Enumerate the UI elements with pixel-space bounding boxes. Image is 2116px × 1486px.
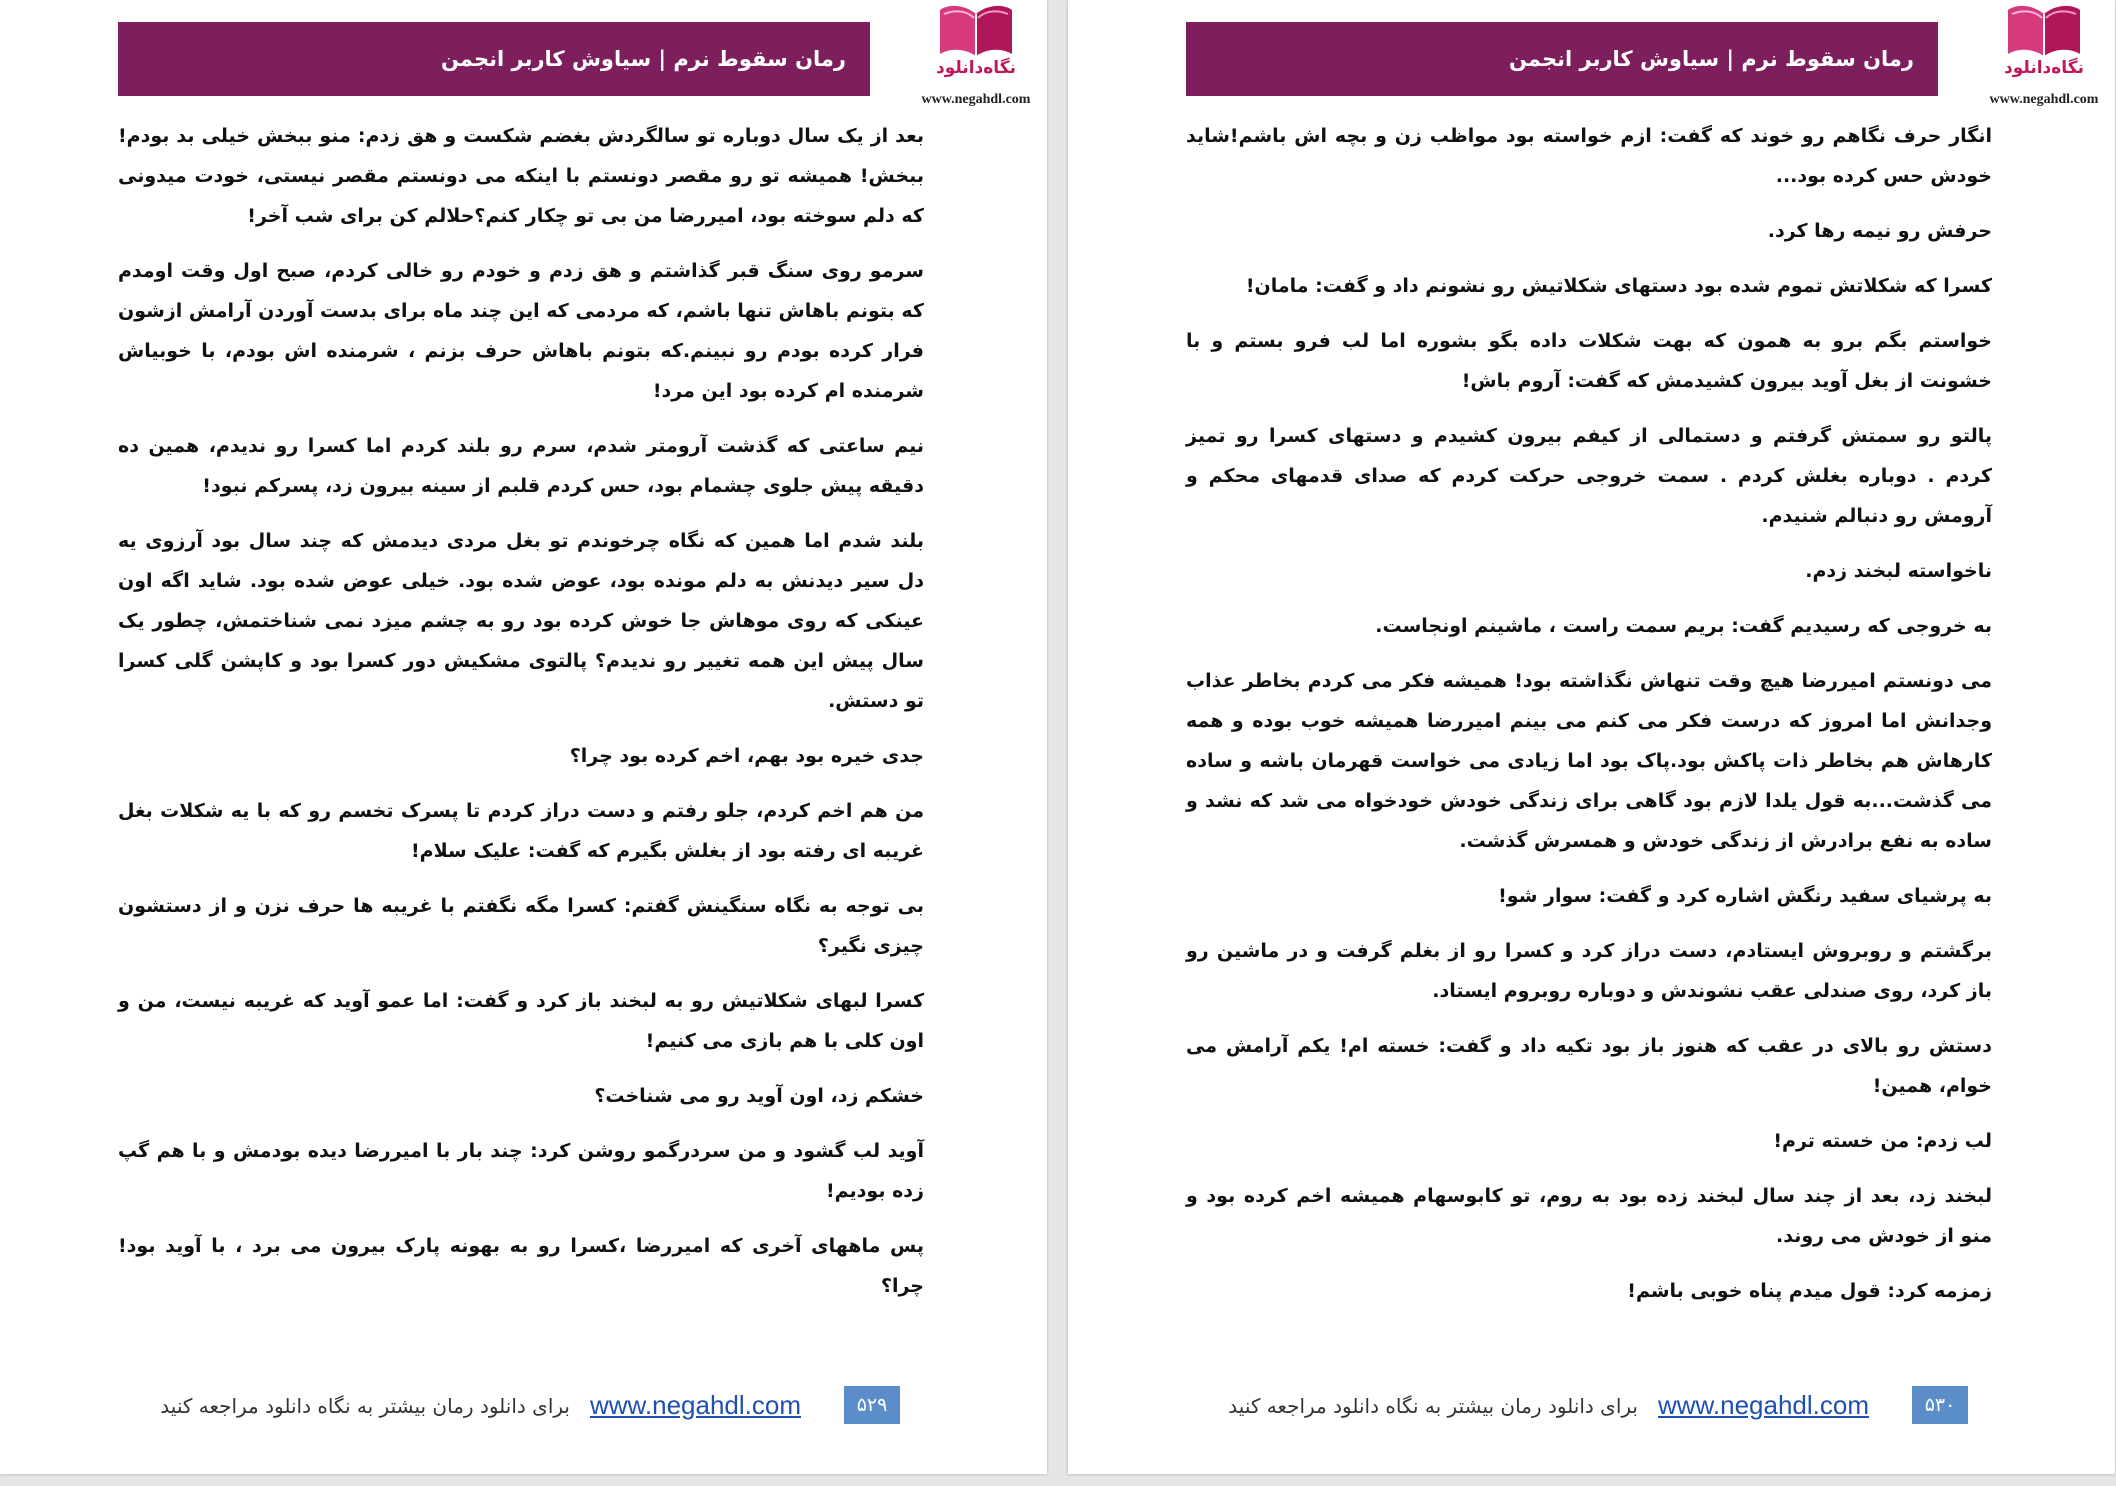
page-left [0,0,1047,1474]
paragraph: خشکم زد، اون آوید رو می شناخت؟ [594,1085,924,1107]
paragraph: خواستم بگم برو به همون که بهت شکلات داده بگو بشوره اما لب فرو بستم و با خشونت از بغل آوید بیرون کشیدمش که گفت: آروم باش! [1186,330,1992,392]
paragraph: بلند شدم اما همین که نگاه چرخوندم تو بغل مردی دیدمش که چند سال بود آرزوی یه دل سیر دیدنش به دلم مونده بود، عوض شده بود. خیلی عوض شده بود. شاید اگه اون عینکی که روی موهاش جا خوش کرده بود رو به چشم میزد نمی شناختمش، چطور یک سال پیش این همه تغییر رو ندیدم؟ پالتوی مشکیش دور کسرا بود و کاپشن گلی کسرا تو دستش. [118,530,924,712]
book-logo-icon [936,0,1016,62]
logo-url: www.negahdl.com [921,92,1031,107]
footer-site-link[interactable]: www.negahdl.com [1658,1390,1869,1420]
paragraph: آوید لب گشود و من سردرگمو روشن کرد: چند بار با امیررضا دیده بودمش و با هم گپ زده بودیم! [118,1140,924,1202]
footer-text: برای دانلود رمان بیشتر به نگاه دانلود مراجعه کنید [160,1394,570,1418]
page-body-text [1186,116,1992,1326]
paragraph: نیم ساعتی که گذشت آرومتر شدم، سرم رو بلند کردم اما کسرا رو ندیدم، همین ده دقیقه پیش جلوی چشمام بود، حس کردم قلبم از سینه بیرون زد، پسرکم نبود! [118,435,924,497]
paragraph: پالتو رو سمتش گرفتم و دستمالی از کیفم بیرون کشیدم و دستهای کسرا رو تمیز کردم . دوباره بغلش کردم . سمت خروجی حرکت کردم که صدای قدمهای محکم و آرومش رو دنبالم شنیدم. [1186,425,1992,527]
paragraph: حرفش رو نیمه رها کرد. [1767,220,1992,242]
paragraph: من هم اخم کردم، جلو رفتم و دست دراز کردم تا پسرک تخسم رو که با یه شکلات بغل غریبه ای رفته بود از بغلش بگیرم که گفت: علیک سلام! [118,800,924,862]
book-logo-icon [2004,0,2084,62]
site-logo[interactable] [914,0,1038,118]
paragraph: زمزمه کرد: قول میدم پناه خوبی باشم! [1627,1280,1992,1302]
logo-url: www.negahdl.com [1989,92,2099,107]
paragraph: بی توجه به نگاه سنگینش گفتم: کسرا مگه نگفتم با غریبه ها حرف نزن و از دستشون چیزی نگیر؟ [118,895,924,957]
paragraph: ناخواسته لبخند زدم. [1805,560,1992,582]
paragraph: برگشتم و روبروش ایستادم، دست دراز کرد و کسرا رو از بغلم گرفت و در ماشین رو باز کرد، روی صندلی عقب نشوندش و دوباره روبروم ایستاد. [1186,940,1992,1002]
paragraph: لبخند زد، بعد از چند سال لبخند زده بود به روم، تو کابوسهام همیشه اخم کرده بود و منو از خودش می روند. [1186,1185,1992,1247]
logo-text: نگاه‌دانلود [2004,58,2084,78]
page-header-title: رمان سقوط نرم | سیاوش کاربر انجمن [1509,47,1914,71]
paragraph: انگار حرف نگاهم رو خوند که گفت: ازم خواسته بود مواظب زن و بچه اش باشم!شاید خودش حس کرده بود... [1186,125,1992,187]
page-right [1068,0,2115,1474]
page-footer [142,1386,942,1426]
page-number-badge: ۵۲۹ [844,1386,900,1424]
paragraph: کسرا که شکلاتش تموم شده بود دستهای شکلاتیش رو نشونم داد و گفت: مامان! [1245,275,1992,297]
page-header-bar [1186,22,1938,96]
paragraph: دستش رو بالای در عقب که هنوز باز بود تکیه داد و گفت: خسته ام! یکم آرامش می خوام، همین! [1186,1035,1992,1097]
page-number-badge: ۵۳۰ [1912,1386,1968,1424]
paragraph: سرمو روی سنگ قبر گذاشتم و هق زدم و خودم رو خالی کردم، صبح اول وقت اومدم که بتونم باهاش تنها باشم، که مردمی که این چند ماه برای بدست آوردن آرامش ازشون فرار کرده بودم رو نبینم.که بتونم باهاش حرف بزنم ، شرمنده اش بودم، با خوبیاش شرمنده ام کرده بود این مرد! [118,260,924,402]
paragraph: جدی خیره بود بهم، اخم کرده بود چرا؟ [569,745,924,767]
paragraph: به خروجی که رسیدیم گفت: بریم سمت راست ، ماشینم اونجاست. [1375,615,1992,637]
paragraph: بعد از یک سال دوباره تو سالگردش بغضم شکست و هق زدم: منو ببخش خیلی بد بودم! ببخش! همیشه تو رو مقصر دونستم با اینکه می دونستم مقصر نیستی، خودت میدونی که دلم سوخته بود، امیررضا من بی تو چکار کنم؟حلالم کن برای شب آخر! [118,125,924,227]
paragraph: کسرا لبهای شکلاتیش رو به لبخند باز کرد و گفت: اما عمو آوید که غریبه نیست، من و اون کلی با هم بازی می کنیم! [118,990,924,1052]
paragraph: لب زدم: من خسته ترم! [1773,1130,1992,1152]
logo-text: نگاه‌دانلود [936,58,1016,78]
footer-text: برای دانلود رمان بیشتر به نگاه دانلود مراجعه کنید [1228,1394,1638,1418]
page-body-text [118,116,924,1321]
page-header-title: رمان سقوط نرم | سیاوش کاربر انجمن [441,47,846,71]
footer-site-link[interactable]: www.negahdl.com [590,1390,801,1420]
page-footer [1210,1386,2010,1426]
paragraph: پس ماههای آخری که امیررضا ،کسرا رو به بهونه پارک بیرون می برد ، با آوید بود! چرا؟ [118,1235,924,1297]
site-logo[interactable] [1982,0,2106,118]
page-header-bar [118,22,870,96]
paragraph: به پرشیای سفید رنگش اشاره کرد و گفت: سوار شو! [1498,885,1992,907]
paragraph: می دونستم امیررضا هیچ وقت تنهاش نگذاشته بود! همیشه فکر می کردم بخاطر عذاب وجدانش اما امروز که درست فکر می کنم می بینم امیررضا همیشه خوب بوده و همه کارهاش هم بخاطر ذات پاکش بود.پاک بود اما زیادی می خواست قهرمان باشه و ساده می گذشت...به قول یلدا لازم بود گاهی برای زندگی خودش خودخواه می شد که نشد و ساده به نفع برادرش از زندگی خودش و همسرش گذشت. [1186,670,1992,852]
